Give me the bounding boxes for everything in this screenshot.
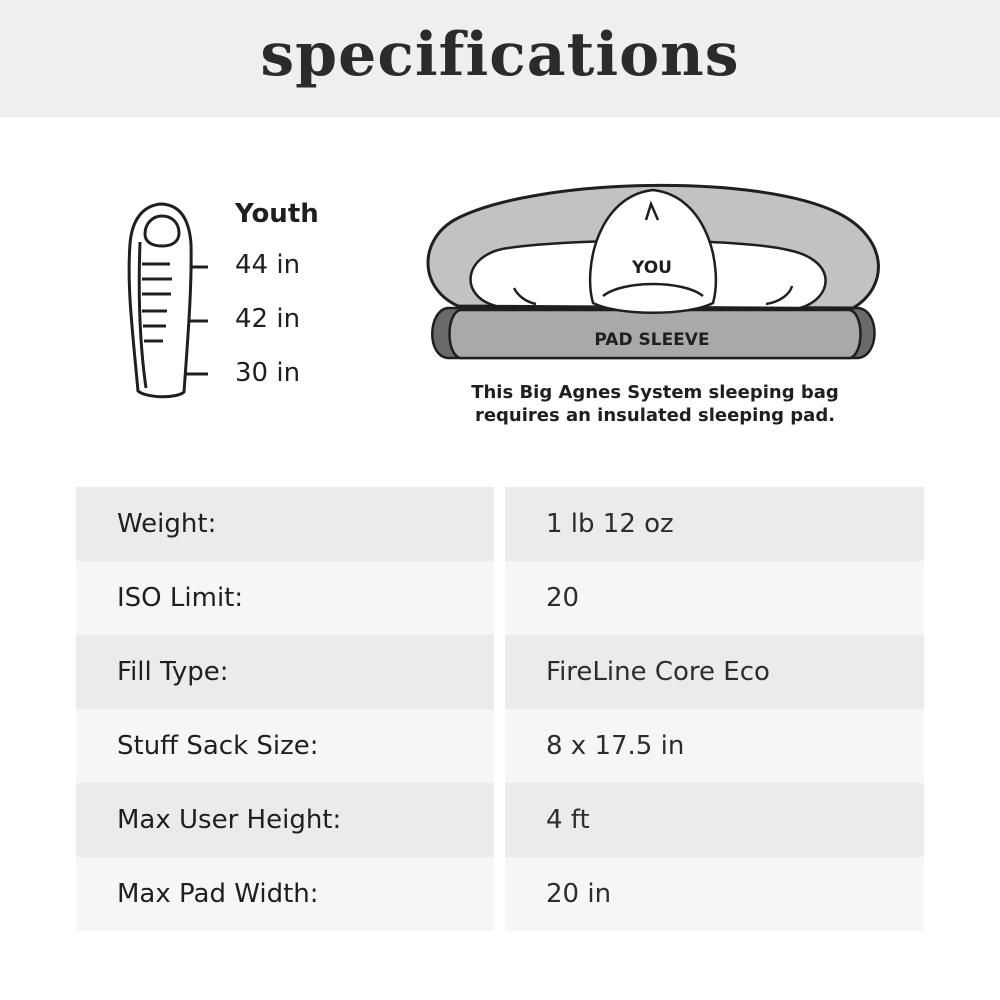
table-row [76, 709, 924, 783]
spec-value: 8 x 17.5 in [505, 709, 924, 783]
table-row [76, 635, 924, 709]
spec-label: Max Pad Width: [76, 857, 494, 931]
table-row [76, 783, 924, 857]
system-caption [430, 381, 880, 427]
table-row [76, 561, 924, 635]
spec-label: Max User Height: [76, 783, 494, 857]
spec-value: 20 [505, 561, 924, 635]
page-title: specifications [260, 19, 740, 90]
header-banner [0, 0, 1000, 117]
foot-girth: 30 in [235, 358, 301, 388]
spec-value: FireLine Core Eco [505, 635, 924, 709]
spec-value: 1 lb 12 oz [505, 487, 924, 561]
caption-line-2: requires an insulated sleeping pad. [474, 405, 836, 426]
spec-label: Fill Type: [76, 635, 494, 709]
shoulder-girth: 44 in [235, 250, 301, 280]
sleeping-system-illustration [418, 168, 888, 368]
you-label: YOU [632, 258, 672, 278]
hip-girth: 42 in [235, 304, 301, 334]
size-title: Youth [235, 199, 319, 229]
pad-sleeve-label: PAD SLEEVE [594, 330, 710, 350]
mummy-sleeping-bag-icon [118, 196, 213, 406]
spec-value: 4 ft [505, 783, 924, 857]
spec-value: 20 in [505, 857, 924, 931]
specs-table [76, 487, 924, 931]
table-row [76, 487, 924, 561]
spec-label: Stuff Sack Size: [76, 709, 494, 783]
caption-line-1: This Big Agnes System sleeping bag [471, 382, 839, 403]
spec-label: Weight: [76, 487, 494, 561]
spec-label: ISO Limit: [76, 561, 494, 635]
table-row [76, 857, 924, 931]
